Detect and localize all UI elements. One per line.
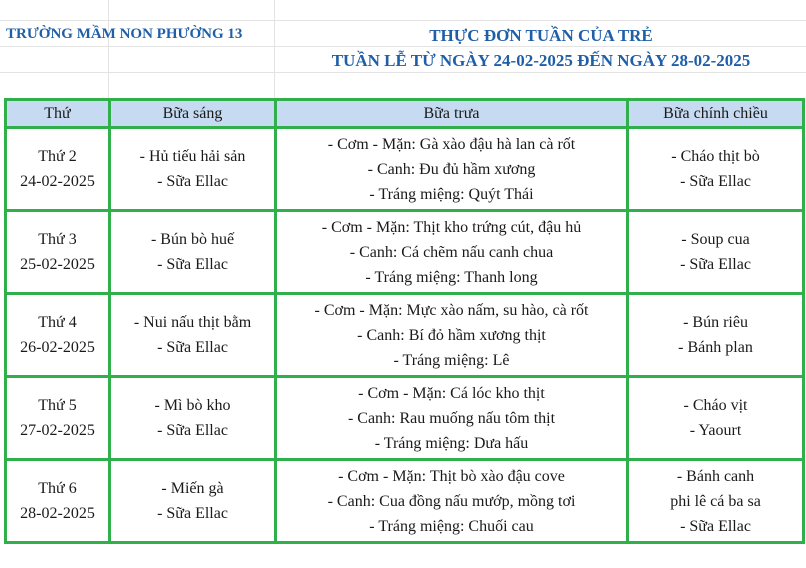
cell-line: - Soup cua (681, 231, 750, 248)
table-row (6, 294, 804, 377)
cell-dinner[interactable] (628, 377, 804, 460)
cell-line: Thứ 3 (38, 231, 77, 248)
cell-lunch[interactable] (276, 294, 628, 377)
cell-line: - Cơm - Mặn: Mực xào nấm, su hào, cà rốt (314, 301, 589, 319)
cell-line: - Cháo vịt (683, 397, 748, 414)
school-name: TRƯỜNG MẦM NON PHƯỜNG 13 (6, 26, 243, 42)
column-header-lunch[interactable]: Bữa trưa (276, 100, 628, 128)
menu-week-range: TUẦN LỄ TỪ NGÀY 24-02-2025 ĐẾN NGÀY 28-02-2025 (331, 51, 751, 70)
cell-line: 24-02-2025 (20, 173, 95, 190)
cell-breakfast[interactable] (110, 211, 276, 294)
cell-line: - Hủ tiếu hải sản (139, 148, 246, 165)
cell-line: phi lê cá ba sa (670, 492, 761, 510)
cell-line: - Sữa Ellac (157, 422, 228, 439)
cell-day[interactable] (6, 294, 110, 377)
cell-line: - Bánh canh (676, 467, 755, 485)
cell-line: Thứ 4 (38, 314, 77, 331)
cell-line: - Cháo thịt bò (671, 148, 760, 165)
cell-line: - Yaourt (689, 422, 742, 439)
cell-line: - Cơm - Mặn: Cá lóc kho thịt (358, 384, 545, 402)
cell-line: - Tráng miệng: Quýt Thái (369, 185, 534, 203)
cell-line: - Sữa Ellac (157, 339, 228, 356)
cell-line: Thứ 6 (38, 480, 77, 497)
cell-line: Thứ 2 (38, 148, 77, 165)
cell-line: - Nui nấu thịt bằm (133, 314, 252, 331)
cell-dinner[interactable] (628, 211, 804, 294)
cell-line: 27-02-2025 (20, 422, 95, 439)
cell-day[interactable] (6, 377, 110, 460)
menu-title: THỰC ĐƠN TUẦN CỦA TRẺ (429, 26, 653, 45)
cell-line: - Bún bò huế (150, 231, 235, 248)
cell-day[interactable] (6, 460, 110, 543)
cell-line: - Sữa Ellac (680, 256, 751, 273)
sheet-gridline (108, 0, 109, 98)
cell-line: - Canh: Bí đỏ hầm xương thịt (357, 326, 546, 344)
sheet-gridline (274, 0, 275, 98)
cell-dinner[interactable] (628, 460, 804, 543)
cell-line: 28-02-2025 (20, 505, 95, 522)
cell-lunch[interactable] (276, 377, 628, 460)
cell-line: 25-02-2025 (20, 256, 95, 273)
cell-line: - Tráng miệng: Thanh long (365, 268, 538, 286)
sheet-gridline (0, 46, 806, 47)
cell-breakfast[interactable] (110, 294, 276, 377)
column-header-day[interactable]: Thứ (6, 100, 110, 128)
column-header-dinner[interactable]: Bữa chính chiều (628, 100, 804, 128)
cell-dinner[interactable] (628, 294, 804, 377)
sheet-gridline (0, 20, 806, 21)
cell-line: - Cơm - Mặn: Thịt kho trứng cút, đậu hủ (321, 218, 582, 236)
table-row (6, 211, 804, 294)
cell-line: - Sữa Ellac (157, 173, 228, 190)
cell-line: - Mì bò kho (154, 397, 231, 414)
cell-line: 26-02-2025 (20, 339, 95, 356)
table-row (6, 460, 804, 543)
table-header-row (6, 100, 804, 128)
cell-line: - Tráng miệng: Chuối cau (369, 517, 534, 535)
cell-lunch[interactable] (276, 460, 628, 543)
cell-line: - Bún riêu (683, 314, 748, 331)
cell-line: - Cơm - Mặn: Thịt bò xào đậu cove (338, 467, 565, 485)
cell-line: - Cơm - Mặn: Gà xào đậu hà lan cà rốt (327, 135, 576, 153)
cell-line: - Canh: Cá chẽm nấu canh chua (349, 243, 554, 261)
cell-dinner[interactable] (628, 128, 804, 211)
cell-line: - Sữa Ellac (157, 505, 228, 522)
cell-line: - Tráng miệng: Lê (393, 351, 510, 369)
column-header-breakfast[interactable]: Bữa sáng (110, 100, 276, 128)
cell-line: - Canh: Cua đồng nấu mướp, mồng tơi (327, 492, 576, 510)
cell-breakfast[interactable] (110, 377, 276, 460)
cell-day[interactable] (6, 128, 110, 211)
cell-day[interactable] (6, 211, 110, 294)
table-body (6, 128, 804, 543)
sheet-gridline (0, 72, 806, 73)
cell-lunch[interactable] (276, 211, 628, 294)
cell-breakfast[interactable] (110, 460, 276, 543)
weekly-menu-table (4, 98, 805, 544)
cell-line: - Tráng miệng: Dưa hấu (374, 434, 529, 452)
cell-line: - Canh: Rau muống nấu tôm thịt (347, 409, 556, 427)
cell-breakfast[interactable] (110, 128, 276, 211)
cell-line: Thứ 5 (38, 397, 77, 414)
cell-line: - Bánh plan (678, 339, 753, 356)
cell-line: - Sữa Ellac (157, 256, 228, 273)
table-row (6, 377, 804, 460)
cell-line: - Sữa Ellac (680, 173, 751, 190)
table-row (6, 128, 804, 211)
cell-line: - Sữa Ellac (680, 517, 751, 535)
cell-line: - Canh: Đu đủ hầm xương (367, 160, 536, 178)
cell-line: - Miến gà (161, 480, 224, 497)
cell-lunch[interactable] (276, 128, 628, 211)
